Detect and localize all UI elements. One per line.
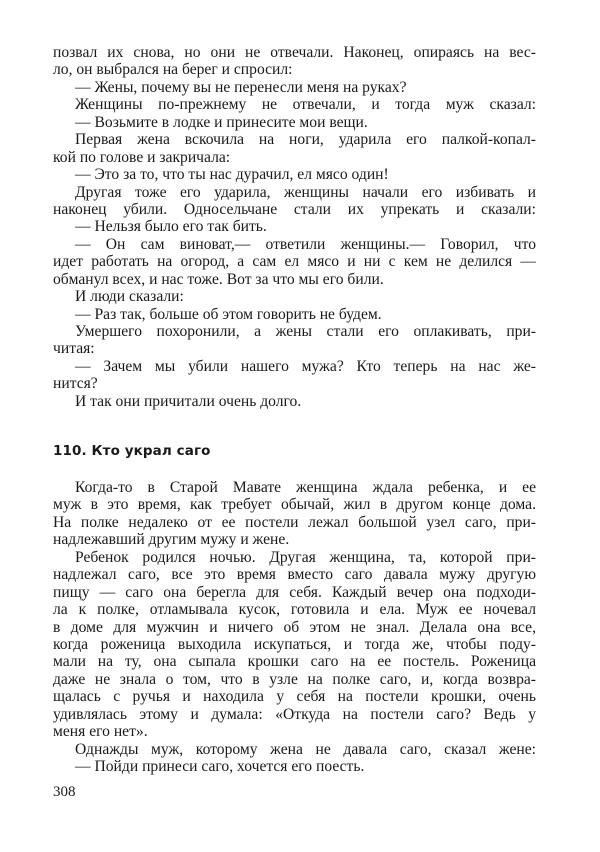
text-line: мали на ту, она сыпала крошки саго на ее постель. Роженица: [53, 653, 536, 671]
text-line: Умершего похоронили, а жены стали его оплакивать, при-: [75, 323, 536, 340]
text-line: в доме для мужчин и ничего об этом не знал. Делала она все,: [53, 618, 536, 636]
text-line: — Он сам виноват,— ответили женщины.— Говорил, что: [75, 235, 536, 253]
text-line: ло, он выбрался на берег и спросил:: [53, 61, 293, 79]
text-line: меня его нет».: [53, 723, 148, 741]
text-line: Ребенок родился ночью. Другая женщина, та, которой при-: [75, 548, 536, 566]
page-number: 308: [53, 784, 76, 800]
story-110-text: [53, 479, 536, 775]
text-line: муж в это время, как требует обычай, жил в другом конце дома.: [53, 496, 536, 514]
text-line: надлежал саго, все это время вместо саго давала мужу другую: [53, 566, 536, 584]
text-line: ла к полке, отламывала кусок, готовила и ела. Муж ее ночевал: [53, 601, 536, 619]
text-line: — Это за то, что ты нас дурачил, ел мясо один!: [75, 166, 389, 184]
text-line: И так они причитали очень долго.: [75, 392, 302, 410]
text-line: — Нельзя было его так бить.: [75, 218, 267, 236]
text-line: — Возьмите в лодке и принесите мои вещи.: [75, 113, 368, 131]
text-line: На полке недалеко от ее постели лежал большой узел саго, при-: [53, 513, 536, 531]
text-line: надлежавший другим мужу и жене.: [53, 531, 290, 549]
text-line: идет работать на огород, а сам ел мясо и ни с кем не делился —: [53, 253, 536, 271]
text-line: пищу — саго она берегла для себя. Каждый вечер она подходи-: [53, 583, 536, 601]
text-line: даже не знала о том, что в узле на полке саго, и, когда возвра-: [53, 670, 536, 688]
previous-story-text: [53, 44, 536, 410]
text-line: кой по голове и закричала:: [53, 148, 231, 166]
text-line: удивлялась этому и думала: «Откуда на постели саго? Ведь у: [53, 705, 536, 723]
text-line: нится?: [53, 375, 98, 393]
text-line: Первая жена вскочила на ноги, ударила его палкой-копал-: [75, 131, 536, 149]
section-heading: 110. Кто украл саго: [53, 443, 211, 459]
text-line: И люди сказали:: [75, 288, 184, 306]
text-line: — Раз так, больше об этом говорить не будем.: [75, 305, 382, 323]
text-line: читая:: [53, 340, 95, 358]
text-line: Однажды муж, которому жена не давала саго, сказал жене:: [75, 740, 536, 758]
text-line: — Пойди принеси саго, хочется его поесть.: [75, 758, 365, 775]
text-line: Женщины по-прежнему не отвечали, и тогда муж сказал:: [75, 96, 536, 114]
text-line: наконец убили. Односельчане стали их упрекать и сказали:: [53, 200, 536, 218]
text-line: — Зачем мы убили нашего мужа? Кто теперь на нас же-: [75, 357, 536, 375]
text-line: щалась с ручья и находила у себя на постели крошки, очень: [53, 688, 536, 706]
text-line: — Жены, почему вы не перенесли меня на руках?: [75, 78, 407, 96]
text-line: обманул всех, и нас тоже. Вот за что мы его били.: [53, 270, 384, 288]
text-line: позвал их снова, но они не отвечали. Наконец, опираясь на вес-: [53, 44, 536, 61]
text-line: когда роженица выходила искупаться, и тогда же, чтобы поду-: [53, 635, 536, 653]
text-line: Другая тоже его ударила, женщины начали его избивать и: [75, 183, 536, 201]
text-line: Когда-то в Старой Мавате женщина ждала ребенка, и ее: [75, 479, 536, 496]
